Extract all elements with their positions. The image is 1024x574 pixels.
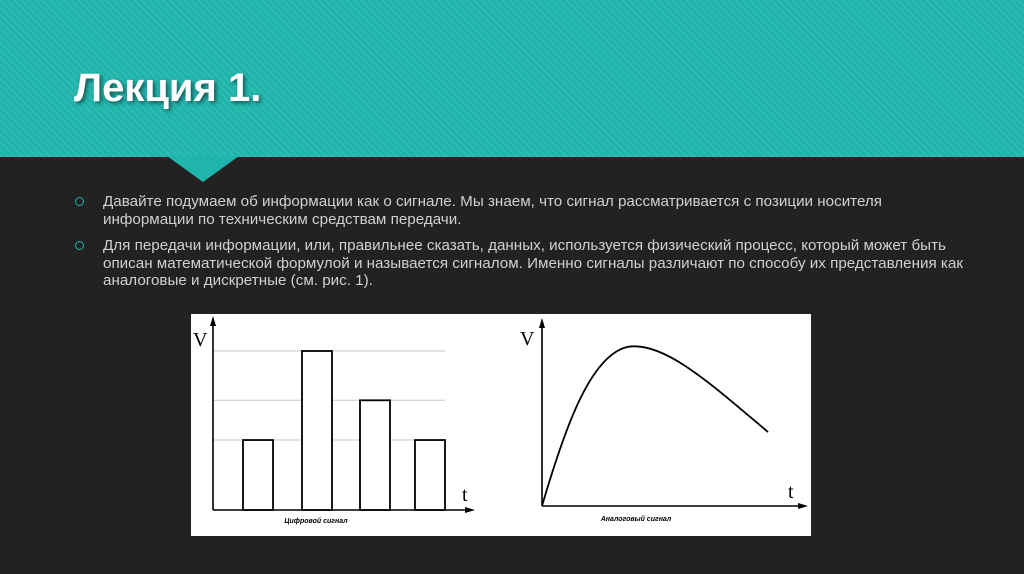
- digital-x-arrow-icon: [465, 507, 475, 513]
- analog-signal-curve: [542, 346, 768, 506]
- circle-bullet-icon: [75, 241, 84, 250]
- digital-bars: [243, 351, 445, 510]
- bullet-text: Для передачи информации, или, правильнее сказать, данных, используется физический процесс, который может быть описан математической формулой и называется сигналом. Именно сигналы различают по способу их представления как аналоговые и дискретные (см. рис. 1).: [103, 237, 963, 289]
- digital-bar: [415, 440, 445, 510]
- signal-figure: [191, 314, 811, 536]
- analog-signal-chart: [520, 318, 808, 523]
- bullet-item: [75, 193, 975, 228]
- analog-caption: Аналоговый сигнал: [600, 516, 672, 523]
- bullet-item: [75, 237, 975, 290]
- slide-title: Лекция 1.: [74, 66, 262, 110]
- digital-bar: [243, 440, 273, 510]
- analog-x-axis-label: t: [788, 481, 794, 503]
- bullet-list: [75, 193, 975, 299]
- digital-y-axis-label: V: [193, 329, 208, 351]
- analog-x-arrow-icon: [798, 503, 808, 509]
- digital-signal-chart: [193, 316, 475, 525]
- digital-x-axis-label: t: [462, 484, 468, 506]
- circle-bullet-icon: [75, 197, 84, 206]
- digital-y-arrow-icon: [210, 316, 216, 326]
- digital-bar: [302, 351, 332, 510]
- analog-y-axis-label: V: [520, 328, 535, 350]
- signal-figure-svg: [191, 314, 811, 536]
- bullet-text: Давайте подумаем об информации как о сигнале. Мы знаем, что сигнал рассматривается с позиции носителя информации по техническим средствам передачи.: [103, 193, 882, 228]
- digital-caption: Цифровой сигнал: [284, 518, 348, 525]
- analog-y-arrow-icon: [539, 318, 545, 328]
- header-notch: [167, 156, 239, 182]
- digital-bar: [360, 400, 390, 510]
